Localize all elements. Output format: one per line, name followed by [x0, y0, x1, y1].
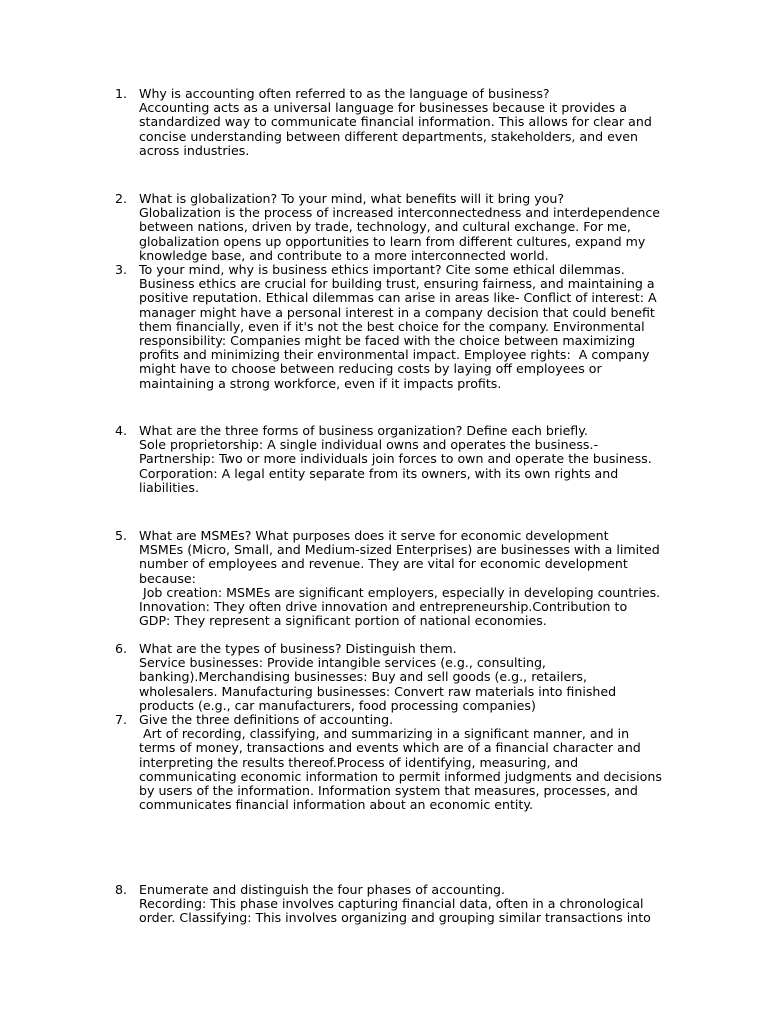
question-number: 5.: [115, 528, 128, 543]
answer-line: Globalization is the process of increased interconnectedness and interdependence: [139, 205, 661, 221]
answer-line: Recording: This phase involves capturing financial data, often in a chronological: [139, 896, 644, 912]
answer-line: between nations, driven by trade, technology, and cultural exchange. For me,: [139, 219, 631, 235]
answer-line: manager might have a personal interest in a company decision that could benefit: [139, 304, 655, 320]
answer-line: globalization opens up opportunities to learn from different cultures, expand my: [139, 233, 646, 249]
answer-line: Service businesses: Provide intangible services (e.g., consulting,: [139, 655, 546, 671]
question-text: Why is accounting often referred to as the language of business?: [139, 86, 550, 101]
answer-line: number of employees and revenue. They are vital for economic development: [139, 556, 628, 572]
question-number: 4.: [115, 423, 128, 438]
question-number: 6.: [115, 641, 128, 656]
answer-line: across industries.: [139, 142, 250, 158]
question-number: 2.: [115, 191, 128, 206]
question-number: 3.: [115, 262, 128, 277]
answer-line: Corporation: A legal entity separate from its owners, with its own rights and: [139, 465, 619, 481]
answer-line: liabilities.: [139, 479, 199, 495]
question-text: To your mind, why is business ethics important? Cite some ethical dilemmas.: [139, 262, 625, 277]
answer-line: Partnership: Two or more individuals join forces to own and operate the business.: [139, 451, 652, 467]
answer-line: maintaining a strong workforce, even if it impacts profits.: [139, 375, 502, 391]
answer-line: communicating economic information to permit informed judgments and decisions: [139, 768, 662, 784]
question-body: [139, 529, 695, 628]
answer-line: by users of the information. Information system that measures, processes, and: [139, 782, 638, 798]
answer-line: communicates financial information about an economic entity.: [139, 797, 534, 813]
question-body: [139, 87, 695, 158]
answer-line: Business ethics are crucial for building trust, ensuring fairness, and maintaining a: [139, 276, 655, 292]
question-body: [139, 642, 695, 713]
answer-line: them financially, even if it's not the best choice for the company. Environmental: [139, 318, 645, 334]
question-text: Enumerate and distinguish the four phases of accounting.: [139, 882, 506, 897]
answer-line: order. Classifying: This involves organizing and grouping similar transactions into: [139, 910, 651, 926]
question-text: What are the types of business? Distinguish them.: [139, 641, 457, 656]
question-text: What are the three forms of business organization? Define each briefly.: [139, 423, 588, 438]
question-number: 1.: [115, 86, 128, 101]
answer-line: products (e.g., car manufacturers, food processing companies): [139, 697, 536, 713]
answer-line: Accounting acts as a universal language for businesses because it provides a: [139, 100, 627, 116]
answer-line: concise understanding between different departments, stakeholders, and even: [139, 128, 639, 144]
answer-line: because:: [139, 570, 196, 586]
question-number: 7.: [115, 712, 128, 727]
answer-line: Job creation: MSMEs are significant employers, especially in developing countries.: [139, 584, 661, 600]
answer-line: might have to choose between reducing costs by laying off employees or: [139, 361, 602, 377]
answer-line: banking).Merchandising businesses: Buy and sell goods (e.g., retailers,: [139, 669, 587, 685]
question-body: [139, 713, 695, 812]
answer-line: Innovation: They often drive innovation and entrepreneurship.Contribution to: [139, 598, 628, 614]
question-body: [139, 263, 695, 391]
answer-line: GDP: They represent a significant portion of national economies.: [139, 613, 547, 629]
answer-line: standardized way to communicate financial information. This allows for clear and: [139, 114, 652, 130]
question-text: Give the three definitions of accounting.: [139, 712, 394, 727]
answer-line: Sole proprietorship: A single individual owns and operates the business.-: [139, 437, 599, 453]
answer-line: knowledge base, and contribute to a more interconnected world.: [139, 247, 549, 263]
answer-line: profits and minimizing their environmental impact. Employee rights: A company: [139, 347, 650, 363]
question-body: [139, 192, 695, 263]
question-body: [139, 424, 695, 495]
answer-line: terms of money, transactions and events which are of a financial character and: [139, 740, 641, 756]
answer-line: Art of recording, classifying, and summarizing in a significant manner, and in: [139, 726, 630, 742]
question-text: What is globalization? To your mind, what benefits will it bring you?: [139, 191, 565, 206]
answer-line: MSMEs (Micro, Small, and Medium-sized Enterprises) are businesses with a limited: [139, 542, 660, 558]
question-body: [139, 883, 695, 926]
answer-line: interpreting the results thereof.Process of identifying, measuring, and: [139, 754, 579, 770]
answer-line: positive reputation. Ethical dilemmas can arise in areas like- Conflict of interest: A: [139, 290, 657, 306]
answer-line: wholesalers. Manufacturing businesses: Convert raw materials into finished: [139, 683, 617, 699]
question-number: 8.: [115, 882, 128, 897]
answer-line: responsibility: Companies might be faced with the choice between maximizing: [139, 332, 636, 348]
question-text: What are MSMEs? What purposes does it serve for economic development: [139, 528, 609, 543]
